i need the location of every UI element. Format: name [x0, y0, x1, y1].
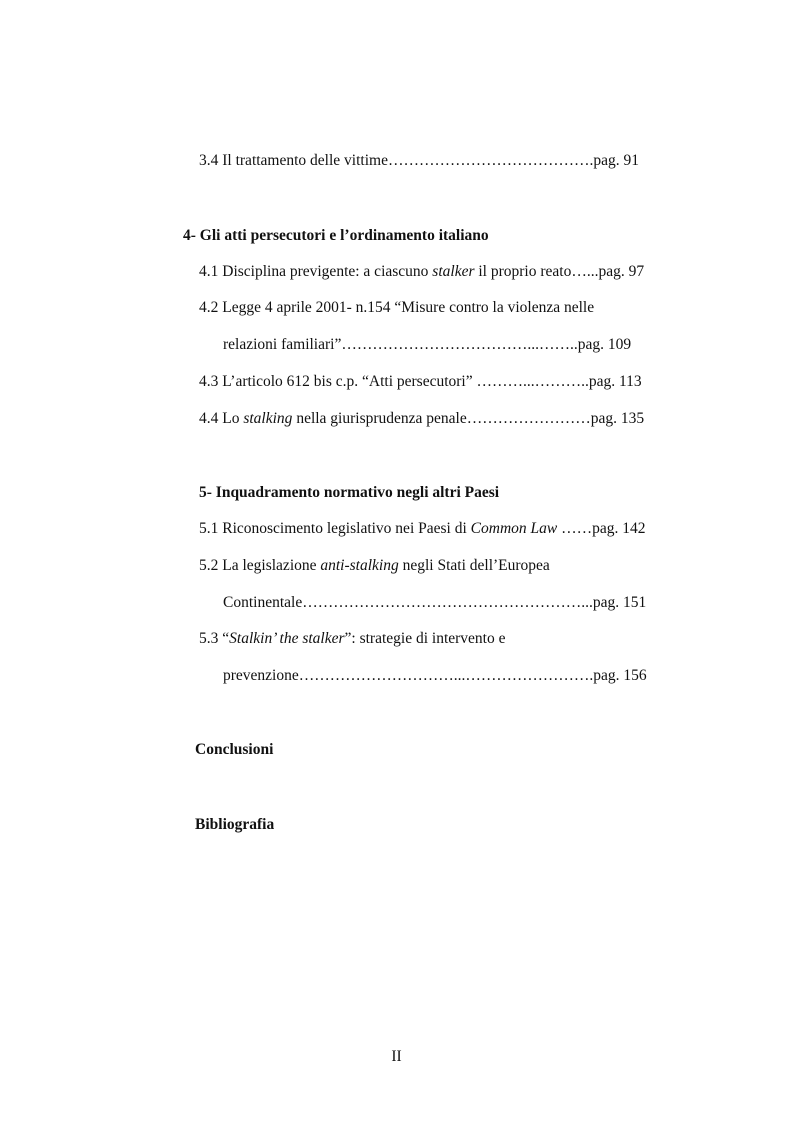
entry-dots: ………………………………...……. — [341, 336, 574, 353]
chapter-title: 4- Gli atti persecutori e l’ordinamento italiano — [183, 227, 489, 244]
section-bibliografia — [195, 815, 274, 835]
chapter-heading-4 — [183, 226, 489, 246]
toc-entry-4-3 — [199, 372, 642, 392]
entry-title: Continentale — [223, 594, 303, 611]
section-title: Conclusioni — [195, 741, 274, 758]
toc-entry-4-1 — [199, 262, 644, 282]
toc-entry-5-1 — [199, 519, 645, 539]
entry-page: .pag. 109 — [573, 336, 632, 353]
toc-entry-3-4 — [199, 151, 639, 171]
entry-title: 4.4 Lo — [199, 410, 244, 427]
entry-page: ..pag. 113 — [581, 373, 642, 390]
entry-title-rest: ”: strategie di intervento e — [344, 630, 506, 647]
toc-entry-5-2 — [199, 556, 550, 576]
entry-page: pag. 142 — [592, 520, 646, 537]
entry-title: 3.4 Il trattamento delle vittime — [199, 152, 388, 169]
entry-title-italic: Common Law — [470, 520, 558, 537]
entry-title-rest: nella giurisprudenza penale — [292, 410, 467, 427]
section-title: Bibliografia — [195, 816, 275, 833]
entry-title: 4.1 Disciplina previgente: a ciascuno — [199, 263, 433, 280]
entry-title: 5.2 La legislazione — [199, 557, 321, 574]
entry-page: .pag. 156 — [589, 667, 647, 684]
toc-entry-5-3-cont — [223, 666, 647, 686]
entry-title-italic: Stalkin’ the stalker — [229, 630, 345, 647]
toc-entry-4-2 — [199, 298, 594, 318]
entry-title-italic: stalker — [432, 263, 475, 280]
entry-title-italic: anti-stalking — [320, 557, 399, 574]
entry-title: 5.1 Riconoscimento legislativo nei Paesi di — [199, 520, 471, 537]
entry-title-rest: negli Stati dell’Europea — [398, 557, 550, 574]
entry-title: prevenzione — [223, 667, 299, 684]
entry-title: 4.3 L’articolo 612 bis c.p. “Atti persecutori” — [199, 373, 477, 390]
entry-dots: …………………………...…………………… — [298, 667, 590, 684]
toc-entry-5-3 — [199, 629, 505, 649]
entry-dots: …… — [561, 520, 593, 537]
chapter-heading-5 — [199, 483, 499, 503]
entry-page: ...pag. 151 — [581, 594, 647, 611]
chapter-title: 5- Inquadramento normativo negli altri Paesi — [199, 484, 500, 501]
entry-page: ...pag. 97 — [586, 263, 645, 280]
entry-title: 5.3 “ — [199, 630, 230, 647]
entry-page: pag. 135 — [590, 410, 645, 427]
entry-dots: … — [571, 263, 587, 280]
entry-title-rest: il proprio reato — [474, 263, 572, 280]
entry-title-italic: stalking — [243, 410, 293, 427]
entry-dots: ………………………………… — [387, 152, 590, 169]
entry-title: 4.2 Legge 4 aprile 2001- n.154 “Misure contro la violenza nelle — [199, 299, 595, 316]
entry-dots: ……………………………………………… — [302, 594, 582, 611]
section-conclusioni — [195, 740, 273, 760]
toc-entry-5-2-cont — [223, 593, 646, 613]
entry-title: relazioni familiari” — [223, 336, 342, 353]
page-number: II — [391, 1048, 402, 1065]
entry-dots: …………………… — [466, 410, 591, 427]
entry-dots: ………...……… — [476, 373, 582, 390]
entry-page: .pag. 91 — [589, 152, 639, 169]
toc-entry-4-2-cont — [223, 335, 631, 355]
toc-entry-4-4 — [199, 409, 644, 429]
